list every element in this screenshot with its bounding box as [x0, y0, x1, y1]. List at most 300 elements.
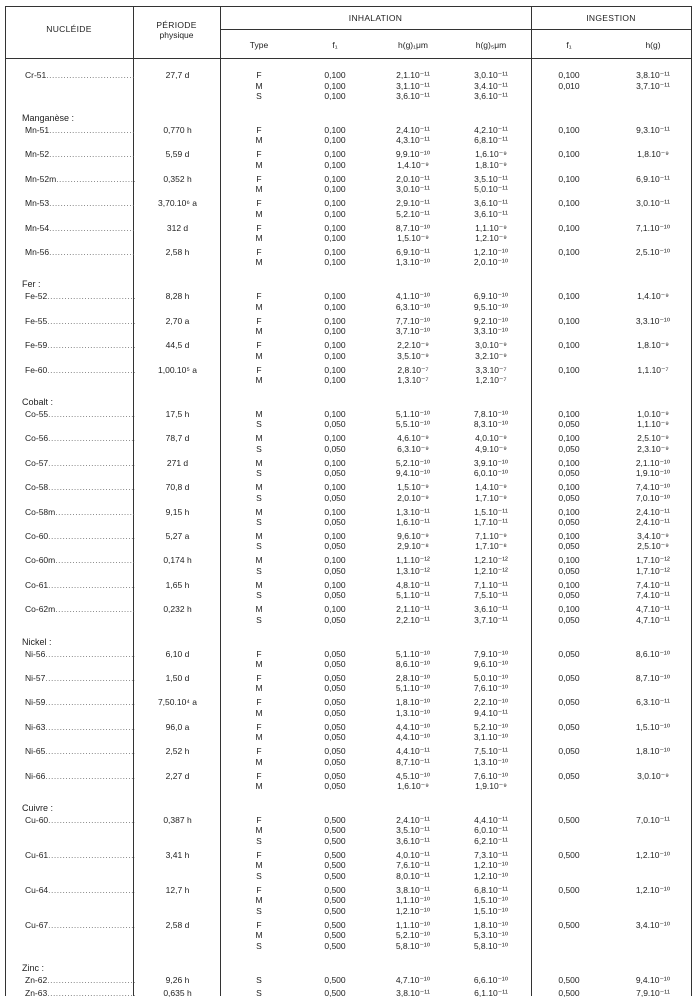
nuclide-name: Mn-52 ..... — [25, 149, 135, 160]
absorption-type: M — [255, 482, 263, 493]
ingestion-f1: 0,050 — [558, 565, 580, 576]
ingestion-h: 1,0.10⁻⁹ — [637, 408, 669, 419]
ingestion-h: 3,7.10⁻¹¹ — [636, 80, 670, 91]
inhalation-h-5um: 7,8.10⁻¹⁰ — [473, 408, 509, 419]
ingestion-h: 3,0.10⁻¹¹ — [636, 198, 670, 209]
inhalation-f1: 0,050 — [324, 659, 346, 669]
ingestion-f1: 0,500 — [558, 919, 580, 930]
inhalation-h-5um: 1,9.10⁻⁹ — [475, 781, 507, 791]
ingestion-h: 3,0.10⁻⁹ — [637, 770, 669, 781]
absorption-type: F — [256, 770, 262, 781]
inhalation-h-1um: 2,0.10⁻⁹ — [397, 492, 429, 503]
inhalation-f1: 0,500 — [324, 849, 346, 860]
inhalation-h-5um: 6,8.10⁻¹¹ — [474, 135, 508, 146]
inhalation-h-1um: 1,1.10⁻¹⁰ — [395, 919, 431, 930]
ingestion-f1: 0,100 — [558, 506, 580, 517]
inhalation-f1: 0,100 — [324, 173, 346, 184]
absorption-type: S — [256, 940, 262, 951]
absorption-type: F — [256, 697, 262, 708]
absorption-type: M — [255, 159, 263, 170]
inhalation-h-1um: 1,3.10⁻¹⁰ — [395, 257, 431, 268]
ingestion-h: 1,2.10⁻¹⁰ — [635, 849, 671, 860]
physical-period: 6,10 d — [165, 648, 190, 659]
physical-period: 1,00.10⁵ a — [158, 364, 197, 375]
inhalation-h-1um: 1,8.10⁻¹⁰ — [395, 697, 431, 708]
inhalation-f1: 0,500 — [324, 870, 346, 881]
inhalation-h-5um: 5,0.10⁻¹¹ — [474, 184, 508, 195]
inhalation-h-5um: 6,0.10⁻¹⁰ — [473, 468, 509, 479]
inhalation-f1: 0,100 — [324, 433, 346, 444]
physical-period: 0,635 h — [163, 988, 192, 999]
inhalation-h-1um: 1,2.10⁻¹⁰ — [395, 905, 431, 916]
absorption-type: S — [256, 835, 262, 846]
header-f1-ingestion: f₁ — [566, 40, 572, 50]
inhalation-h-5um: 1,3.10⁻¹⁰ — [473, 756, 509, 767]
inhalation-h-5um: 1,2.10⁻¹² — [474, 565, 508, 576]
absorption-type: M — [255, 408, 263, 419]
element-group-label: Fer : — [22, 279, 41, 290]
absorption-type: M — [255, 825, 263, 836]
inhalation-h-5um: 3,6.10⁻¹¹ — [474, 198, 508, 209]
ingestion-f1: 0,050 — [558, 614, 580, 625]
ingestion-h: 7,9.10⁻¹¹ — [636, 988, 670, 999]
inhalation-h-5um: 1,2.10⁻¹⁰ — [473, 860, 509, 871]
header-ingestion: INGESTION — [586, 13, 636, 23]
absorption-type: F — [256, 672, 262, 683]
nuclide-name: Fe-60 ..... — [25, 365, 135, 376]
absorption-type: F — [256, 315, 262, 326]
inhalation-h-1um: 1,5.10⁻⁹ — [397, 482, 429, 493]
ingestion-f1: 0,100 — [558, 70, 580, 80]
inhalation-h-5um: 3,3.10⁻¹⁰ — [473, 326, 509, 337]
inhalation-f1: 0,050 — [324, 770, 346, 781]
inhalation-f1: 0,050 — [324, 517, 346, 527]
inhalation-f1: 0,500 — [324, 974, 346, 985]
nuclide-name: Mn-53 ..... — [25, 198, 135, 209]
inhalation-f1: 0,500 — [324, 940, 346, 951]
inhalation-h-5um: 3,0.10⁻¹¹ — [474, 70, 508, 80]
inhalation-h-5um: 7,5.10⁻¹¹ — [474, 746, 508, 757]
absorption-type: M — [255, 930, 263, 941]
absorption-type: F — [256, 849, 262, 860]
inhalation-h-5um: 8,3.10⁻¹⁰ — [473, 419, 509, 430]
inhalation-f1: 0,100 — [324, 315, 346, 326]
inhalation-h-1um: 1,3.10⁻¹² — [396, 565, 430, 576]
inhalation-h-5um: 1,2.10⁻¹⁰ — [473, 246, 509, 257]
header-periode: PÉRIODE — [156, 20, 197, 30]
header-h-5um: h(g)₅μm — [475, 40, 507, 50]
inhalation-h-1um: 1,1.10⁻¹⁰ — [395, 895, 431, 906]
inhalation-h-1um: 6,3.10⁻¹⁰ — [395, 301, 431, 312]
inhalation-h-5um: 1,5.10⁻¹¹ — [474, 506, 508, 517]
ingestion-h: 1,8.10⁻¹⁰ — [635, 746, 671, 757]
absorption-type: M — [255, 506, 263, 517]
physical-period: 12,7 h — [165, 884, 190, 895]
header-bottom-rule — [5, 58, 691, 59]
table-border-right — [691, 6, 692, 996]
inhalation-h-1um: 2,1.10⁻¹¹ — [396, 70, 430, 80]
inhalation-h-5um: 7,5.10⁻¹¹ — [474, 590, 508, 601]
physical-period: 27,7 d — [165, 70, 190, 80]
inhalation-h-1um: 2,8.10⁻⁷ — [397, 364, 429, 375]
inhalation-h-1um: 4,3.10⁻¹¹ — [396, 135, 430, 146]
inhalation-h-1um: 3,7.10⁻¹⁰ — [395, 326, 431, 337]
absorption-type: F — [256, 721, 262, 732]
header-divider — [220, 29, 691, 30]
header-h-1um: h(g)₁μm — [398, 40, 428, 50]
inhalation-f1: 0,050 — [324, 541, 346, 552]
nuclide-name: Zn-62 ..... — [25, 975, 135, 986]
absorption-type: M — [255, 756, 263, 767]
absorption-type: M — [255, 350, 263, 361]
ingestion-h: 9,4.10⁻¹⁰ — [635, 974, 671, 985]
header-type: Type — [249, 40, 269, 50]
ingestion-f1: 0,050 — [558, 697, 580, 708]
ingestion-h: 8,7.10⁻¹⁰ — [635, 672, 671, 683]
absorption-type: F — [256, 340, 262, 351]
inhalation-f1: 0,100 — [324, 208, 346, 219]
inhalation-h-5um: 3,5.10⁻¹¹ — [474, 173, 508, 184]
inhalation-h-1um: 9,6.10⁻⁹ — [397, 530, 429, 541]
absorption-type: F — [256, 884, 262, 895]
absorption-type: M — [255, 301, 263, 312]
inhalation-f1: 0,050 — [324, 756, 346, 767]
physical-period: 0,232 h — [163, 604, 192, 615]
element-group-label: Cuivre : — [22, 802, 54, 813]
inhalation-h-1um: 5,5.10⁻¹⁰ — [395, 419, 431, 430]
inhalation-h-5um: 3,4.10⁻¹¹ — [474, 80, 508, 91]
inhalation-h-1um: 1,4.10⁻⁹ — [397, 159, 429, 170]
inhalation-h-5um: 9,4.10⁻¹¹ — [474, 707, 508, 718]
inhalation-h-1um: 6,3.10⁻⁹ — [397, 443, 429, 454]
ingestion-f1: 0,050 — [558, 443, 580, 454]
inhalation-h-1um: 2,2.10⁻⁹ — [397, 340, 429, 351]
inhalation-h-1um: 5,2.10⁻¹¹ — [396, 208, 430, 219]
ingestion-f1: 0,050 — [558, 672, 580, 683]
ingestion-h: 3,8.10⁻¹¹ — [636, 70, 670, 80]
inhalation-h-5um: 1,5.10⁻¹⁰ — [473, 905, 509, 916]
inhalation-f1: 0,050 — [324, 614, 346, 625]
physical-period: 7,50.10⁴ a — [157, 697, 198, 708]
inhalation-f1: 0,050 — [324, 707, 346, 718]
absorption-type: F — [256, 291, 262, 302]
inhalation-h-1um: 7,7.10⁻¹⁰ — [395, 315, 431, 326]
ingestion-f1: 0,050 — [558, 721, 580, 732]
absorption-type: M — [255, 707, 263, 718]
absorption-type: F — [256, 648, 262, 659]
physical-period: 0,352 h — [163, 173, 192, 184]
ingestion-f1: 0,100 — [558, 555, 580, 566]
inhalation-h-1um: 4,7.10⁻¹⁰ — [395, 974, 431, 985]
ingestion-f1: 0,100 — [558, 198, 580, 209]
nuclide-name: Ni-57 ..... — [25, 673, 135, 684]
ingestion-h: 2,4.10⁻¹¹ — [636, 517, 670, 527]
inhalation-h-5um: 2,0.10⁻¹⁰ — [473, 257, 509, 268]
ingestion-f1: 0,050 — [558, 517, 580, 527]
inhalation-h-1um: 2,0.10⁻¹¹ — [396, 173, 430, 184]
absorption-type: M — [255, 732, 263, 743]
nuclide-name: Mn-52m ..... — [25, 174, 135, 185]
inhalation-h-1um: 2,4.10⁻¹¹ — [396, 814, 430, 825]
ingestion-h: 7,0.10⁻¹⁰ — [635, 492, 671, 503]
nuclide-name: Ni-66 ..... — [25, 771, 135, 782]
inhalation-f1: 0,500 — [324, 905, 346, 916]
inhalation-h-5um: 6,8.10⁻¹¹ — [474, 884, 508, 895]
ingestion-f1: 0,050 — [558, 492, 580, 503]
ingestion-f1: 0,100 — [558, 291, 580, 302]
absorption-type: M — [255, 659, 263, 669]
physical-period: 312 d — [166, 222, 189, 233]
inhalation-f1: 0,500 — [324, 988, 346, 999]
ingestion-f1: 0,100 — [558, 433, 580, 444]
inhalation-h-1um: 1,6.10⁻¹¹ — [396, 517, 430, 527]
absorption-type: S — [256, 870, 262, 881]
nuclide-name: Cu-60 ..... — [25, 815, 135, 826]
absorption-type: F — [256, 149, 262, 160]
inhalation-h-1um: 3,5.10⁻⁹ — [397, 350, 429, 361]
header-f1-inhalation: f₁ — [332, 40, 338, 50]
absorption-type: M — [255, 604, 263, 615]
inhalation-f1: 0,100 — [324, 222, 346, 233]
ingestion-h: 7,0.10⁻¹¹ — [636, 814, 670, 825]
absorption-type: F — [256, 919, 262, 930]
ingestion-h: 7,4.10⁻¹¹ — [636, 590, 670, 601]
inhalation-f1: 0,100 — [324, 364, 346, 375]
physical-period: 0,387 h — [163, 814, 192, 825]
inhalation-f1: 0,050 — [324, 648, 346, 659]
inhalation-h-5um: 3,6.10⁻¹¹ — [474, 604, 508, 615]
inhalation-h-5um: 6,1.10⁻¹¹ — [474, 988, 508, 999]
inhalation-h-1um: 1,6.10⁻⁹ — [397, 781, 429, 791]
inhalation-h-5um: 3,1.10⁻¹⁰ — [473, 732, 509, 743]
nuclide-name: Cr-51 ..... — [25, 70, 135, 81]
ingestion-f1: 0,500 — [558, 814, 580, 825]
inhalation-f1: 0,100 — [324, 375, 346, 385]
inhalation-h-5um: 9,2.10⁻¹⁰ — [473, 315, 509, 326]
inhalation-h-5um: 7,6.10⁻¹⁰ — [473, 770, 509, 781]
absorption-type: S — [256, 905, 262, 916]
inhalation-h-5um: 1,1.10⁻⁹ — [475, 222, 507, 233]
inhalation-f1: 0,100 — [324, 555, 346, 566]
inhalation-f1: 0,100 — [324, 184, 346, 195]
physical-period: 78,7 d — [165, 433, 190, 444]
inhalation-h-5um: 6,6.10⁻¹⁰ — [473, 974, 509, 985]
ingestion-f1: 0,500 — [558, 974, 580, 985]
inhalation-f1: 0,100 — [324, 340, 346, 351]
absorption-type: S — [256, 443, 262, 454]
inhalation-f1: 0,500 — [324, 884, 346, 895]
inhalation-h-5um: 1,2.10⁻⁷ — [475, 375, 507, 385]
nuclide-name: Mn-56 ..... — [25, 247, 135, 258]
ingestion-f1: 0,100 — [558, 482, 580, 493]
absorption-type: S — [256, 974, 262, 985]
ingestion-f1: 0,100 — [558, 124, 580, 135]
absorption-type: F — [256, 70, 262, 80]
absorption-type: M — [255, 233, 263, 243]
absorption-type: M — [255, 184, 263, 195]
ingestion-h: 7,1.10⁻¹⁰ — [635, 222, 671, 233]
inhalation-f1: 0,050 — [324, 721, 346, 732]
inhalation-h-1um: 5,8.10⁻¹⁰ — [395, 940, 431, 951]
inhalation-h-5um: 3,6.10⁻¹¹ — [474, 91, 508, 101]
nuclide-name: Co-58m ..... — [25, 507, 135, 518]
inhalation-h-1um: 4,4.10⁻¹⁰ — [395, 721, 431, 732]
inhalation-f1: 0,100 — [324, 579, 346, 590]
inhalation-h-5um: 4,4.10⁻¹¹ — [474, 814, 508, 825]
inhalation-f1: 0,100 — [324, 301, 346, 312]
inhalation-h-5um: 1,7.10⁻⁹ — [475, 492, 507, 503]
inhalation-h-5um: 2,2.10⁻¹⁰ — [473, 697, 509, 708]
column-divider — [220, 6, 221, 996]
inhalation-f1: 0,100 — [324, 482, 346, 493]
inhalation-h-5um: 1,8.10⁻⁹ — [475, 159, 507, 170]
inhalation-h-5um: 3,2.10⁻⁹ — [475, 350, 507, 361]
absorption-type: S — [256, 492, 262, 503]
inhalation-h-1um: 4,8.10⁻¹¹ — [396, 579, 430, 590]
inhalation-h-1um: 2,8.10⁻¹⁰ — [395, 672, 431, 683]
inhalation-h-1um: 2,9.10⁻⁸ — [397, 541, 429, 552]
physical-period: 1,65 h — [165, 579, 190, 590]
inhalation-f1: 0,100 — [324, 506, 346, 517]
absorption-type: M — [255, 555, 263, 566]
ingestion-f1: 0,500 — [558, 988, 580, 999]
inhalation-h-1um: 5,1.10⁻¹⁰ — [395, 648, 431, 659]
inhalation-h-1um: 4,5.10⁻¹⁰ — [395, 770, 431, 781]
inhalation-h-5um: 1,6.10⁻⁹ — [475, 149, 507, 160]
ingestion-h: 1,1.10⁻⁹ — [637, 419, 669, 430]
inhalation-f1: 0,500 — [324, 919, 346, 930]
inhalation-h-1um: 2,1.10⁻¹¹ — [396, 604, 430, 615]
ingestion-h: 1,7.10⁻¹² — [636, 555, 670, 566]
ingestion-h: 1,4.10⁻⁹ — [637, 291, 669, 302]
ingestion-f1: 0,100 — [558, 246, 580, 257]
nuclide-name: Cu-67 ..... — [25, 920, 135, 931]
ingestion-f1: 0,100 — [558, 579, 580, 590]
ingestion-f1: 0,500 — [558, 849, 580, 860]
inhalation-h-1um: 8,0.10⁻¹¹ — [396, 870, 430, 881]
column-divider — [531, 6, 532, 996]
inhalation-h-1um: 8,7.10⁻¹¹ — [396, 756, 430, 767]
physical-period: 5,59 d — [165, 149, 190, 160]
inhalation-h-1um: 3,5.10⁻¹¹ — [396, 825, 430, 836]
nuclide-name: Co-61 ..... — [25, 580, 135, 591]
header-nucleide: NUCLÉIDE — [46, 24, 92, 34]
ingestion-h: 1,2.10⁻¹⁰ — [635, 884, 671, 895]
ingestion-h: 2,5.10⁻⁹ — [637, 433, 669, 444]
absorption-type: F — [256, 814, 262, 825]
inhalation-h-5um: 1,7.10⁻¹¹ — [474, 517, 508, 527]
ingestion-h: 1,5.10⁻¹⁰ — [635, 721, 671, 732]
absorption-type: M — [255, 683, 263, 694]
ingestion-h: 7,4.10⁻¹⁰ — [635, 482, 671, 493]
inhalation-h-5um: 3,6.10⁻¹¹ — [474, 208, 508, 219]
inhalation-f1: 0,100 — [324, 198, 346, 209]
ingestion-h: 6,3.10⁻¹¹ — [636, 697, 670, 708]
ingestion-f1: 0,050 — [558, 590, 580, 601]
physical-period: 1,50 d — [165, 672, 190, 683]
inhalation-h-5um: 1,4.10⁻⁹ — [475, 482, 507, 493]
absorption-type: M — [255, 257, 263, 268]
physical-period: 3,41 h — [165, 849, 190, 860]
inhalation-h-5um: 5,3.10⁻¹⁰ — [473, 930, 509, 941]
nuclide-name: Co-60 ..... — [25, 531, 135, 542]
absorption-type: F — [256, 173, 262, 184]
ingestion-f1: 0,100 — [558, 149, 580, 160]
absorption-type: M — [255, 895, 263, 906]
absorption-type: S — [256, 517, 262, 527]
table-border-left — [5, 6, 6, 996]
ingestion-f1: 0,100 — [558, 222, 580, 233]
nuclide-name: Co-57 ..... — [25, 458, 135, 469]
inhalation-h-5um: 4,0.10⁻⁹ — [475, 433, 507, 444]
inhalation-h-5um: 3,0.10⁻⁹ — [475, 340, 507, 351]
ingestion-f1: 0,100 — [558, 457, 580, 468]
ingestion-f1: 0,050 — [558, 419, 580, 430]
inhalation-f1: 0,100 — [324, 80, 346, 91]
physical-period: 3,70.10⁶ a — [158, 198, 197, 209]
element-group-label: Manganèse : — [22, 112, 75, 123]
inhalation-h-1um: 4,4.10⁻¹¹ — [396, 746, 430, 757]
inhalation-h-5um: 1,2.10⁻¹² — [474, 555, 508, 566]
inhalation-f1: 0,100 — [324, 149, 346, 160]
nuclide-name: Co-62m ..... — [25, 604, 135, 615]
inhalation-h-5um: 1,5.10⁻¹⁰ — [473, 895, 509, 906]
ingestion-f1: 0,100 — [558, 173, 580, 184]
inhalation-h-5um: 5,0.10⁻¹⁰ — [473, 672, 509, 683]
inhalation-f1: 0,500 — [324, 895, 346, 906]
nuclide-name: Fe-55 ..... — [25, 316, 135, 327]
inhalation-f1: 0,100 — [324, 604, 346, 615]
inhalation-h-5um: 7,1.10⁻¹¹ — [474, 579, 508, 590]
ingestion-f1: 0,100 — [558, 315, 580, 326]
physical-period: 9,15 h — [165, 506, 190, 517]
nuclide-name: Co-60m ..... — [25, 555, 135, 566]
inhalation-f1: 0,100 — [324, 257, 346, 268]
ingestion-h: 4,7.10⁻¹¹ — [636, 614, 670, 625]
element-group-label: Zinc : — [22, 962, 45, 973]
inhalation-f1: 0,500 — [324, 860, 346, 871]
inhalation-h-5um: 1,7.10⁻⁸ — [475, 541, 507, 552]
ingestion-f1: 0,100 — [558, 408, 580, 419]
inhalation-h-1um: 7,6.10⁻¹¹ — [396, 860, 430, 871]
nuclide-name: Co-58 ..... — [25, 482, 135, 493]
absorption-type: S — [256, 614, 262, 625]
ingestion-h: 1,8.10⁻⁹ — [637, 340, 669, 351]
inhalation-f1: 0,100 — [324, 408, 346, 419]
ingestion-f1: 0,050 — [558, 770, 580, 781]
inhalation-f1: 0,100 — [324, 91, 346, 101]
inhalation-h-1um: 3,0.10⁻¹¹ — [396, 184, 430, 195]
header-h-ingestion: h(g) — [645, 40, 661, 50]
nuclide-name: Fe-52 ..... — [25, 291, 135, 302]
inhalation-h-1um: 8,7.10⁻¹⁰ — [395, 222, 431, 233]
inhalation-f1: 0,100 — [324, 246, 346, 257]
inhalation-h-1um: 3,6.10⁻¹¹ — [396, 91, 430, 101]
inhalation-h-5um: 1,8.10⁻¹⁰ — [473, 919, 509, 930]
inhalation-f1: 0,500 — [324, 930, 346, 941]
absorption-type: M — [255, 326, 263, 337]
inhalation-h-1um: 2,9.10⁻¹¹ — [396, 198, 430, 209]
ingestion-h: 3,3.10⁻¹⁰ — [635, 315, 671, 326]
inhalation-f1: 0,100 — [324, 159, 346, 170]
inhalation-f1: 0,050 — [324, 672, 346, 683]
inhalation-h-1um: 8,6.10⁻¹⁰ — [395, 659, 431, 669]
physical-period: 70,8 d — [165, 482, 190, 493]
inhalation-f1: 0,100 — [324, 135, 346, 146]
inhalation-f1: 0,100 — [324, 530, 346, 541]
inhalation-h-5um: 5,8.10⁻¹⁰ — [473, 940, 509, 951]
absorption-type: S — [256, 91, 262, 101]
